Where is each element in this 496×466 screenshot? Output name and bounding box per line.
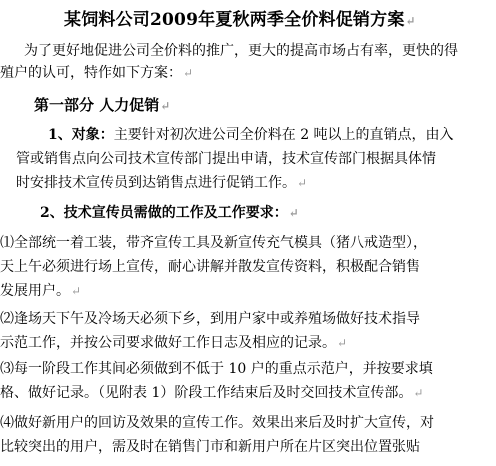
document-title: 某饲料公司2009年夏秋两季全价料促销方案↵: [64, 10, 416, 30]
paragraph-mark: ↵: [71, 284, 82, 298]
section1-line-2: 管或销售点向公司技术宣传部门提出申请，技术宣传部门根据具体情: [16, 151, 436, 167]
item3-line-2: 格、做好记录。（见附表 1）阶段工作结束后及时交回技术宣传部。↵: [0, 385, 424, 401]
intro-line-2: 殖户的认可，特作如下方案：↵: [0, 65, 194, 81]
paragraph-mark: ↵: [405, 14, 416, 28]
paragraph-mark: ↵: [297, 176, 308, 190]
section1-line-3: 时安排技术宣传员到达销售点进行促销工作。↵: [16, 175, 308, 191]
paragraph-mark: ↵: [288, 206, 299, 220]
item1-line-2: 天上午必须进行场上宣传，耐心讲解并散发宣传资料，积极配合销售: [0, 259, 420, 275]
item4-line-2: 比较突出的用户，需及时在销售门市和新用户所在片区突出位置张贴: [0, 439, 420, 455]
item4-line-1: ⑷做好新用户的回访及效果的宣传工作。效果出来后及时扩大宣传，对: [0, 415, 434, 431]
item2-line-1: ⑵逢场天下午及冷场天必须下乡，到用户家中或养殖场做好技术指导: [0, 311, 420, 327]
item1-line-1: ⑴全部统一着工装，带齐宣传工具及新宣传充气模具（猪八戒造型），: [0, 235, 427, 251]
item1-line-3: 发展用户。↵: [0, 283, 82, 299]
paragraph-mark: ↵: [337, 336, 348, 350]
section2-heading: 2、技术宣传员需做的工作及工作要求：↵: [40, 205, 299, 221]
part1-heading: 第一部分 人力促销↵: [34, 96, 171, 114]
section1-label: 1、对象：: [48, 127, 114, 143]
intro-line-1: 为了更好地促进公司全价料的推广，更大的提高市场占有率，更快的得: [24, 43, 458, 59]
section1-line-1: 1、对象：主要针对初次进公司全价料在 2 吨以上的直销点，由入: [48, 127, 454, 143]
paragraph-mark: ↵: [413, 386, 424, 400]
paragraph-mark: ↵: [183, 66, 194, 80]
item2-line-2: 示范工作，并按公司要求做好工作日志及相应的记录。↵: [0, 335, 348, 351]
item3-line-1: ⑶每一阶段工作其间必须做到不低于 10 户的重点示范户，并按要求填: [0, 361, 433, 377]
paragraph-mark: ↵: [160, 99, 171, 113]
